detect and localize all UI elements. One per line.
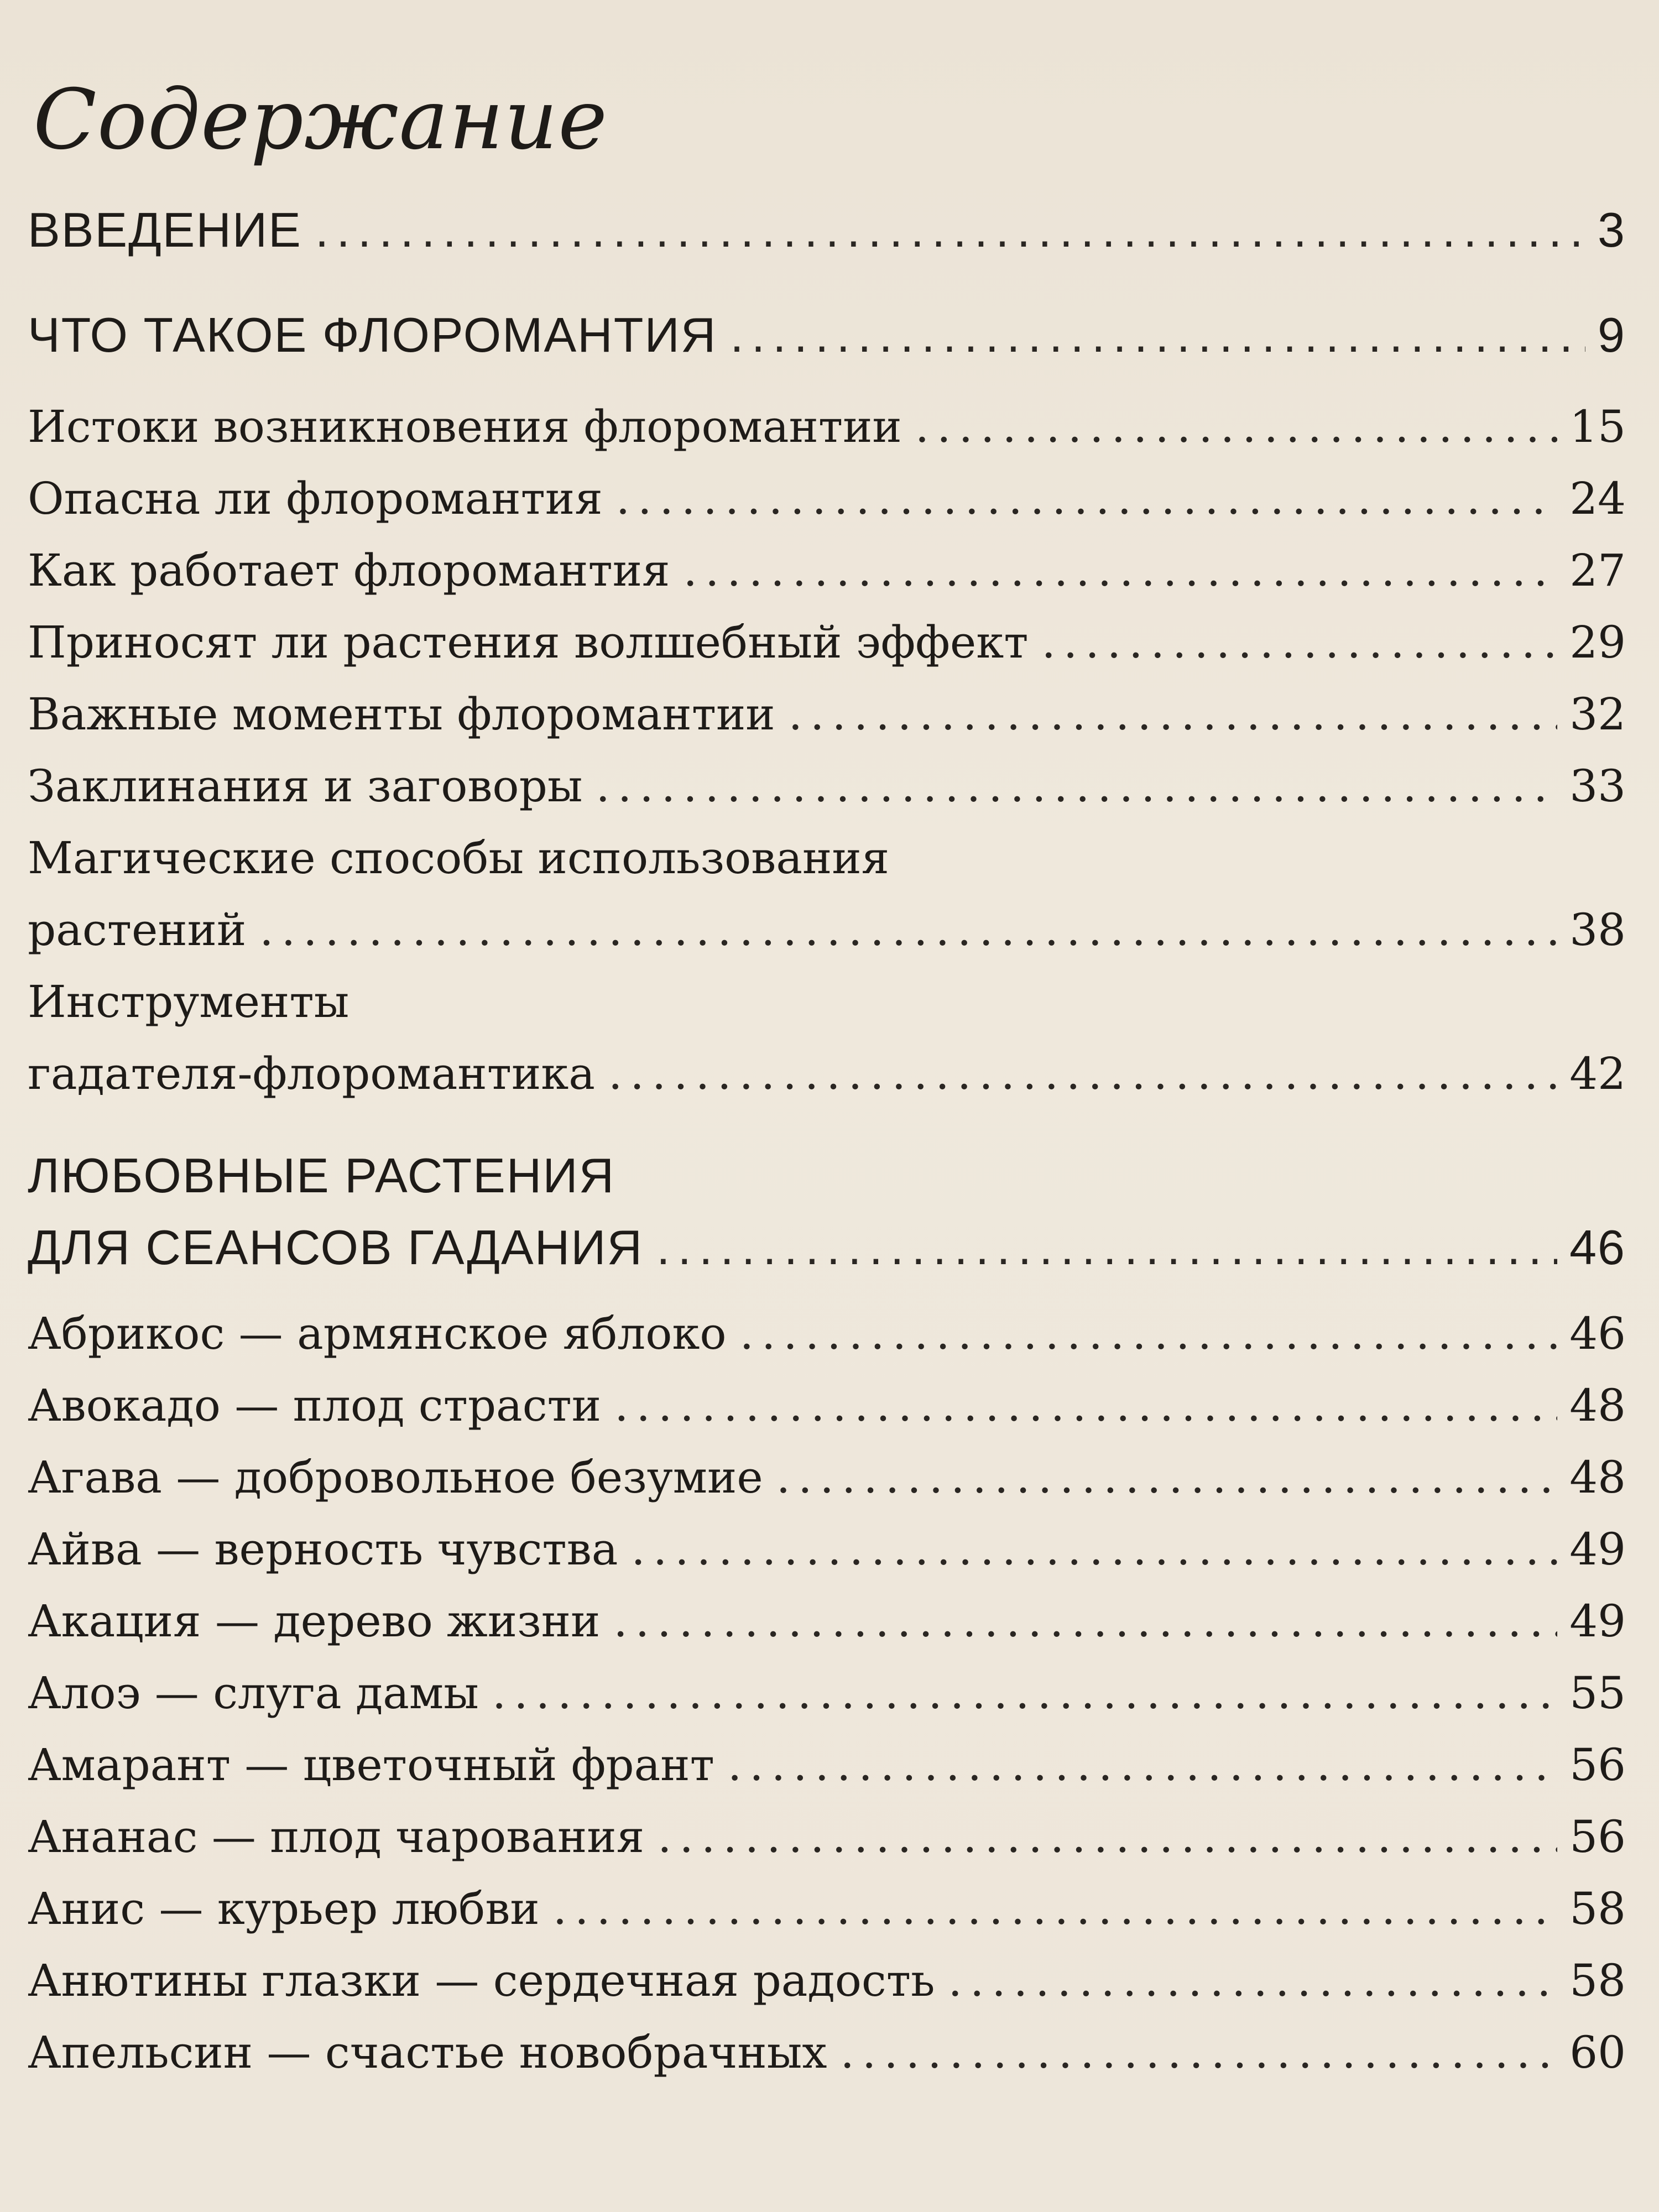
- toc-entry: [28, 1811, 1626, 1883]
- dot-leader: [948, 1955, 1558, 2006]
- toc-entry: [28, 760, 1626, 832]
- toc-entry: [28, 473, 1626, 545]
- toc-entry-title: Важные моменты флоромантии: [28, 688, 775, 740]
- toc-entry-title-line: Магические способы использования: [28, 832, 890, 884]
- page-title: Содержание: [33, 72, 608, 168]
- toc-entry-title: Авокадо — плод страсти: [28, 1380, 602, 1431]
- dot-leader: [315, 202, 1585, 258]
- toc-entry-title: Акация — дерево жизни: [28, 1595, 601, 1647]
- toc-page-number: 24: [1569, 473, 1626, 524]
- toc-entry-title: Как работает флоромантия: [28, 545, 670, 596]
- dot-leader: [492, 1667, 1557, 1719]
- toc-entry-title: Алоэ — слуга дамы: [28, 1667, 479, 1719]
- dot-leader: [776, 1452, 1558, 1503]
- toc-entry: [28, 1452, 1626, 1524]
- toc-page-number: 32: [1569, 688, 1626, 740]
- dot-leader: [616, 473, 1558, 524]
- toc-page-number: 58: [1569, 1955, 1626, 2006]
- toc-entry-title: Агава — добровольное безумие: [28, 1452, 763, 1503]
- toc-entry: [28, 2027, 1626, 2099]
- toc-page-number: 33: [1569, 760, 1626, 812]
- toc-page-number: 49: [1569, 1524, 1626, 1575]
- toc-entry-title: Приносят ли растения волшебный эффект: [28, 617, 1029, 668]
- toc-entry-title: Ананас — плод чарования: [28, 1811, 645, 1863]
- toc-entry-title: Анис — курьер любви: [28, 1883, 540, 1934]
- toc-entry-title: Истоки возникновения флоромантии: [28, 401, 902, 452]
- dot-leader: [684, 545, 1558, 596]
- dot-leader: [608, 1048, 1557, 1099]
- toc-page-number: 58: [1569, 1883, 1626, 1934]
- dot-leader: [614, 1380, 1557, 1431]
- toc-entry: [28, 1883, 1626, 1955]
- toc-entry: [28, 1380, 1626, 1452]
- toc-section-entry: [28, 307, 1626, 379]
- dot-leader: [631, 1524, 1557, 1575]
- toc-entry-title: гадателя-флоромантика: [28, 1048, 595, 1099]
- dot-leader: [596, 760, 1557, 812]
- toc-page-number: 46: [1569, 1308, 1626, 1359]
- toc-entry-title-line: Инструменты: [28, 976, 349, 1027]
- toc-entry-title: ВВЕДЕНИЕ: [28, 202, 302, 257]
- toc-entry-title: Заклинания и заговоры: [28, 760, 583, 812]
- toc-entry: [28, 1524, 1626, 1595]
- toc-section-entry: [28, 202, 1626, 274]
- toc-entry: [28, 976, 1626, 1120]
- dot-leader: [656, 1219, 1557, 1276]
- toc-section-entry: [28, 1147, 1626, 1291]
- toc-entry-title: Анютины глазки — сердечная радость: [28, 1955, 935, 2006]
- toc-entry-title: растений: [28, 904, 247, 956]
- toc-page-number: 56: [1569, 1811, 1626, 1863]
- toc-entry-title: ДЛЯ СЕАНСОВ ГАДАНИЯ: [28, 1220, 644, 1275]
- toc-entry: [28, 1739, 1626, 1811]
- toc-entry: [28, 1667, 1626, 1739]
- dot-leader: [789, 688, 1558, 740]
- toc-page-number: 15: [1569, 401, 1626, 452]
- toc-entry-title: Абрикос — армянское яблоко: [28, 1308, 727, 1359]
- toc-page-number: 55: [1569, 1667, 1626, 1719]
- toc-entry-title-line: ЛЮБОВНЫЕ РАСТЕНИЯ: [28, 1148, 615, 1203]
- toc-page-number: 29: [1569, 617, 1626, 668]
- toc-page-number: 38: [1569, 904, 1626, 956]
- toc-entry-title: Айва — верность чувства: [28, 1524, 618, 1575]
- toc-entry: [28, 1595, 1626, 1667]
- dot-leader: [1041, 617, 1557, 668]
- toc-entry: [28, 688, 1626, 760]
- toc-entry: [28, 617, 1626, 688]
- toc-page-number: 48: [1569, 1452, 1626, 1503]
- toc-entry-title: ЧТО ТАКОЕ ФЛОРОМАНТИЯ: [28, 307, 717, 362]
- toc-page-number: 49: [1569, 1595, 1626, 1647]
- toc-entry-title: Амарант — цветочный франт: [28, 1739, 714, 1791]
- dot-leader: [728, 1739, 1557, 1791]
- dot-leader: [740, 1308, 1558, 1359]
- toc-entry: [28, 401, 1626, 473]
- toc-entry: [28, 545, 1626, 617]
- toc-page-number: 42: [1569, 1048, 1626, 1099]
- toc-page-number: 60: [1569, 2027, 1626, 2078]
- toc-page-number: 27: [1569, 545, 1626, 596]
- dot-leader: [259, 904, 1557, 956]
- toc-entry-title: Опасна ли флоромантия: [28, 473, 603, 524]
- dot-leader: [613, 1595, 1557, 1647]
- toc-page-number: 46: [1569, 1220, 1626, 1275]
- dot-leader: [658, 1811, 1557, 1863]
- toc-entry: [28, 1955, 1626, 2027]
- toc-entry-title: Апельсин — счастье новобрачных: [28, 2027, 827, 2078]
- toc-entry: [28, 1308, 1626, 1380]
- dot-leader: [840, 2027, 1557, 2078]
- dot-leader: [553, 1883, 1558, 1934]
- dot-leader: [730, 307, 1585, 363]
- toc-page-number: 3: [1598, 202, 1626, 257]
- toc-page-number: 56: [1569, 1739, 1626, 1791]
- toc-page-number: 9: [1598, 307, 1626, 362]
- toc-page-number: 48: [1569, 1380, 1626, 1431]
- toc-entry: [28, 832, 1626, 976]
- table-of-contents: [28, 0, 1626, 2212]
- dot-leader: [915, 401, 1557, 452]
